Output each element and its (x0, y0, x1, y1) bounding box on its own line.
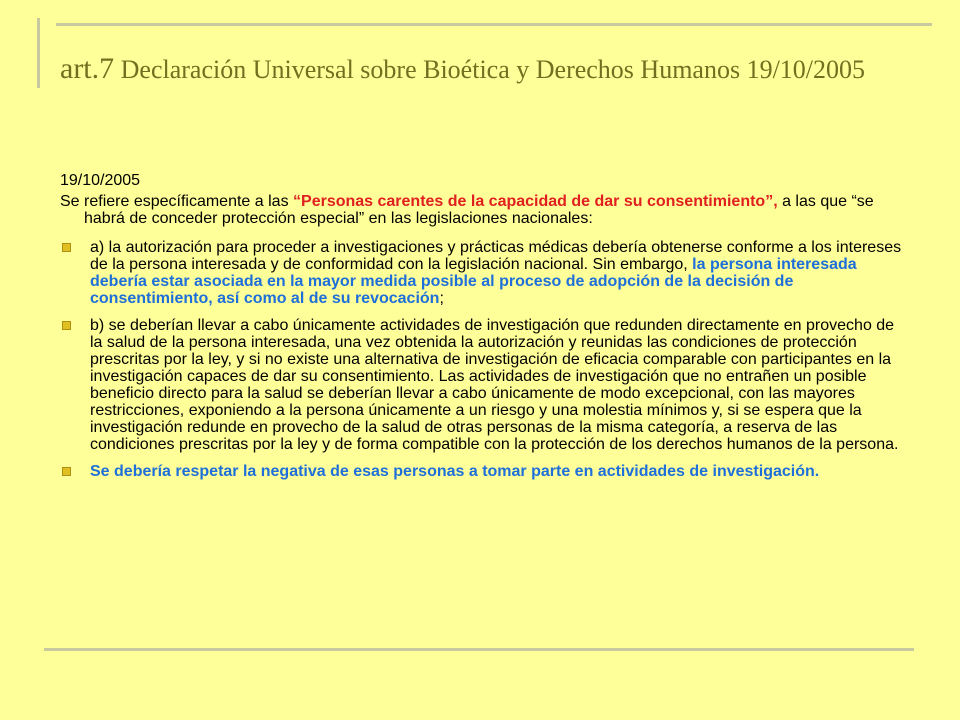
slide-title (60, 48, 920, 91)
bullet-item-a (60, 239, 910, 307)
square-bullet-icon (62, 467, 71, 476)
left-rule (37, 18, 40, 88)
square-bullet-icon (62, 321, 71, 330)
slide-body (60, 172, 910, 490)
title-article: art.7 (60, 52, 115, 85)
intro-text-1: Se refiere específicamente a las (60, 193, 294, 210)
bullet-list (60, 239, 910, 480)
bullet-item-b (60, 317, 910, 453)
square-bullet-icon (62, 243, 71, 252)
intro-text-2: a las que “se habrá de conceder protección especial” en las legislaciones nacionales: (84, 193, 874, 227)
top-rule (56, 23, 932, 26)
bullet-a-emphasis: la persona interesada debería estar asociada en la mayor medida posible al proceso de adopción de la decisión de consentimiento, así como al de su revocación (90, 256, 857, 307)
title-text: Declaración Universal sobre Bioética y Derechos Humanos 19/10/2005 (114, 55, 866, 84)
bullet-item-c (60, 463, 910, 480)
intro-paragraph (60, 193, 910, 227)
date-line: 19/10/2005 (60, 172, 141, 189)
bullet-c-text: Se debería respetar la negativa de esas personas a tomar parte en actividades de investigación. (90, 463, 820, 480)
bottom-rule (44, 648, 914, 651)
intro-emphasis: “Personas carentes de la capacidad de dar su consentimiento”, (293, 193, 778, 210)
bullet-b-text: b) se deberían llevar a cabo únicamente actividades de investigación que redunden directamente en provecho de la salud de la persona interesada, una vez obtenida la autorización y reunidas las condiciones de protección prescritas por la ley, y si no existe una alternativa de investigación de eficacia comparable con participantes en la investigación capaces de dar su consentimiento. Las actividades de investigación que no entrañen un posible beneficio directo para la salud se deberían llevar a cabo únicamente de modo excepcional, con las mayores restricciones, exponiendo a la persona únicamente a un riesgo y una molestia mínimos y, si se espera que la investigación redunde en provecho de la salud de otras personas de la misma categoría, a reserva de las condiciones prescritas por la ley y de forma compatible con la protección de los derechos humanos de la persona. (90, 317, 899, 453)
bullet-a-text-1: a) la autorización para proceder a investigaciones y prácticas médicas debería obtenerse conforme a los intereses de la persona interesada y de conformidad con la legislación nacional. Sin embargo, (90, 239, 902, 273)
bullet-a-text-2: ; (439, 290, 444, 307)
